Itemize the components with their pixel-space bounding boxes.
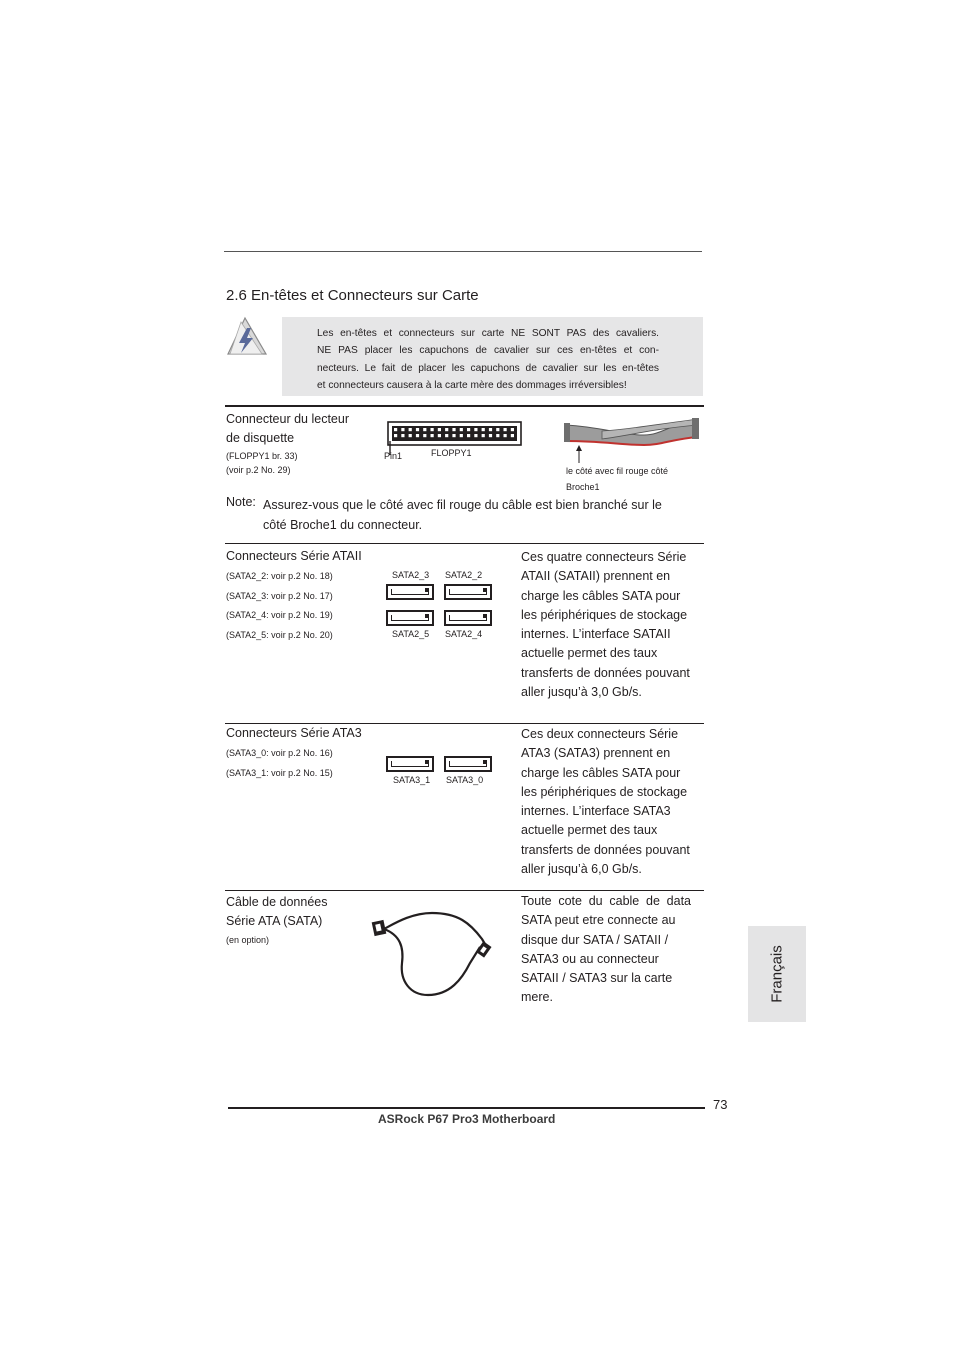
sataii-title: Connecteurs Série ATAII	[226, 549, 362, 563]
floppy-pin	[452, 428, 455, 431]
warning-line: et connecteurs causera à la carte mère des dommages irréversibles!	[317, 380, 627, 392]
floppy-pin	[401, 434, 404, 437]
floppy-pin	[504, 428, 507, 431]
cable-title-line: Câble de données	[226, 895, 328, 909]
desc-line: SATA peut etre connecte au	[521, 913, 676, 928]
floppy-pin	[431, 428, 434, 431]
sata2-4-port	[444, 610, 492, 626]
port-label: SATA2_3	[392, 570, 430, 580]
desc-line: transferts de données pouvant	[521, 665, 690, 680]
floppy-pin	[409, 428, 412, 431]
page-number: 73	[713, 1097, 728, 1112]
floppy-title-line: de disquette	[226, 431, 295, 445]
sataii-ref: (SATA2_3: voir p.2 No. 17)	[226, 590, 333, 601]
cable-description	[521, 892, 691, 1008]
floppy-pin	[431, 434, 434, 437]
sata-cable-image	[370, 907, 496, 999]
floppy-pin	[394, 434, 397, 437]
top-rule	[224, 251, 702, 252]
floppy-pin	[423, 428, 426, 431]
floppy-pin	[511, 428, 514, 431]
floppy-pin	[496, 428, 499, 431]
cable-title-line: Série ATA (SATA)	[226, 914, 323, 928]
sata3-0-port	[444, 756, 492, 772]
floppy-pin	[504, 434, 507, 437]
floppy-pin	[401, 428, 404, 431]
warning-line: Les en-têtes et connecteurs sur carte NE SONT PAS des cavaliers.	[317, 328, 659, 339]
divider	[225, 723, 704, 724]
floppy-pin	[438, 434, 441, 437]
sata3-ref: (SATA3_1: voir p.2 No. 15)	[226, 767, 333, 778]
floppy-pin	[460, 434, 463, 437]
footer-product-name: ASRock P67 Pro3 Motherboard	[378, 1112, 556, 1126]
desc-line: charge les câbles SATA pour	[521, 765, 681, 780]
floppy-pin	[489, 428, 492, 431]
floppy-pin	[423, 434, 426, 437]
sataii-ref: (SATA2_4: voir p.2 No. 19)	[226, 610, 333, 620]
desc-line: ATAII (SATAII) prennent en	[521, 569, 671, 584]
desc-line: mere.	[521, 990, 553, 1005]
floppy-pin	[445, 434, 448, 437]
desc-line: SATA3 ou au connecteur	[521, 951, 659, 966]
ribbon-cable-image	[562, 413, 702, 465]
sata3-title: Connecteurs Série ATA3	[226, 726, 362, 740]
floppy-title	[226, 410, 349, 448]
port-label: SATA3_0	[446, 775, 484, 785]
language-tab-label: Français	[768, 945, 786, 1003]
note-line: côté Broche1 du connecteur.	[263, 518, 423, 532]
port-label: SATA2_5	[392, 629, 430, 639]
warning-box	[282, 317, 703, 396]
floppy-pin	[467, 428, 470, 431]
floppy-pin	[482, 428, 485, 431]
warning-line: NE PAS placer les capuchons de cavalier sur ces en-têtes et con-	[317, 345, 659, 357]
floppy-pin	[445, 428, 448, 431]
floppy-ref: (FLOPPY1 br. 33)	[226, 451, 298, 461]
floppy-pin	[409, 434, 412, 437]
sataii-refs	[226, 567, 333, 645]
floppy-pin	[438, 428, 441, 431]
sata3-ref: (SATA3_0: voir p.2 No. 16)	[226, 748, 333, 758]
floppy-ref: (voir p.2 No. 29)	[226, 465, 291, 475]
desc-line: internes. L’interface SATAII	[521, 627, 671, 642]
cable-option: (en option)	[226, 935, 270, 945]
desc-line: Toute cote du cable de data	[521, 894, 691, 908]
floppy-pin	[416, 428, 419, 431]
desc-line: actuelle permet des taux	[521, 823, 658, 838]
divider	[225, 890, 704, 891]
desc-line: ATA3 (SATA3) prennent en	[521, 746, 671, 761]
desc-line: les périphériques de stockage	[521, 784, 688, 799]
cable-caption-line: Broche1	[566, 482, 600, 492]
port-label: SATA2_4	[445, 629, 483, 639]
warning-line: necteurs. Le fait de placer les capuchons de cavalier sur les en-têtes	[317, 362, 659, 374]
desc-line: internes. L’interface SATA3	[521, 804, 671, 819]
divider	[225, 543, 704, 544]
cable-title	[226, 893, 327, 931]
desc-line: aller jusqu’à 3,0 Gb/s.	[521, 685, 642, 700]
port-label: SATA2_2	[445, 570, 483, 580]
warning-icon	[226, 316, 268, 356]
section-divider	[225, 405, 704, 407]
desc-line: actuelle permet des taux	[521, 646, 658, 661]
footer-rule	[228, 1107, 705, 1109]
floppy-title-line: Connecteur du lecteur	[226, 412, 349, 426]
desc-line: charge les câbles SATA pour	[521, 588, 681, 603]
pin1-label: Pin1	[384, 451, 403, 461]
desc-line: disque dur SATA / SATAII /	[521, 932, 669, 947]
floppy-pin	[416, 434, 419, 437]
floppy-pin	[474, 434, 477, 437]
section-title: 2.6 En-têtes et Connecteurs sur Carte	[226, 287, 479, 304]
floppy-refs	[226, 449, 298, 477]
floppy-pin	[496, 434, 499, 437]
sata2-2-port	[444, 584, 492, 600]
floppy-pin	[467, 434, 470, 437]
sataii-ref: (SATA2_5: voir p.2 No. 20)	[226, 629, 333, 640]
desc-line: transferts de données pouvant	[521, 842, 690, 857]
desc-line: SATAII / SATA3 sur la carte	[521, 971, 673, 986]
floppy-connector-label: FLOPPY1	[431, 448, 472, 458]
port-label: SATA3_1	[393, 775, 431, 785]
sata2-5-port	[386, 610, 434, 626]
floppy-pin	[489, 434, 492, 437]
floppy-pin	[452, 434, 455, 437]
floppy-pin	[460, 428, 463, 431]
sata3-1-port	[386, 756, 434, 772]
sataii-ref: (SATA2_2: voir p.2 No. 18)	[226, 571, 333, 581]
sataii-description	[521, 548, 690, 702]
cable-caption-line: le côté avec fil rouge côté	[566, 466, 669, 476]
sata3-description	[521, 725, 690, 879]
floppy-pin	[474, 428, 477, 431]
floppy-pin	[394, 428, 397, 431]
floppy-pin	[482, 434, 485, 437]
floppy-pin	[511, 434, 514, 437]
language-side-tab	[748, 926, 806, 1022]
desc-line: les périphériques de stockage	[521, 607, 688, 622]
cable-caption	[566, 463, 668, 495]
sata2-3-port	[386, 584, 434, 600]
note-line: Assurez-vous que le côté avec fil rouge du câble est bien branché sur le	[263, 498, 662, 512]
desc-line: Ces deux connecteurs Série	[521, 727, 679, 741]
note-label: Note:	[226, 495, 256, 509]
desc-line: Ces quatre connecteurs Série	[521, 550, 687, 564]
desc-line: aller jusqu’à 6,0 Gb/s.	[521, 862, 642, 877]
sata3-refs	[226, 744, 333, 783]
note-text	[263, 495, 662, 535]
